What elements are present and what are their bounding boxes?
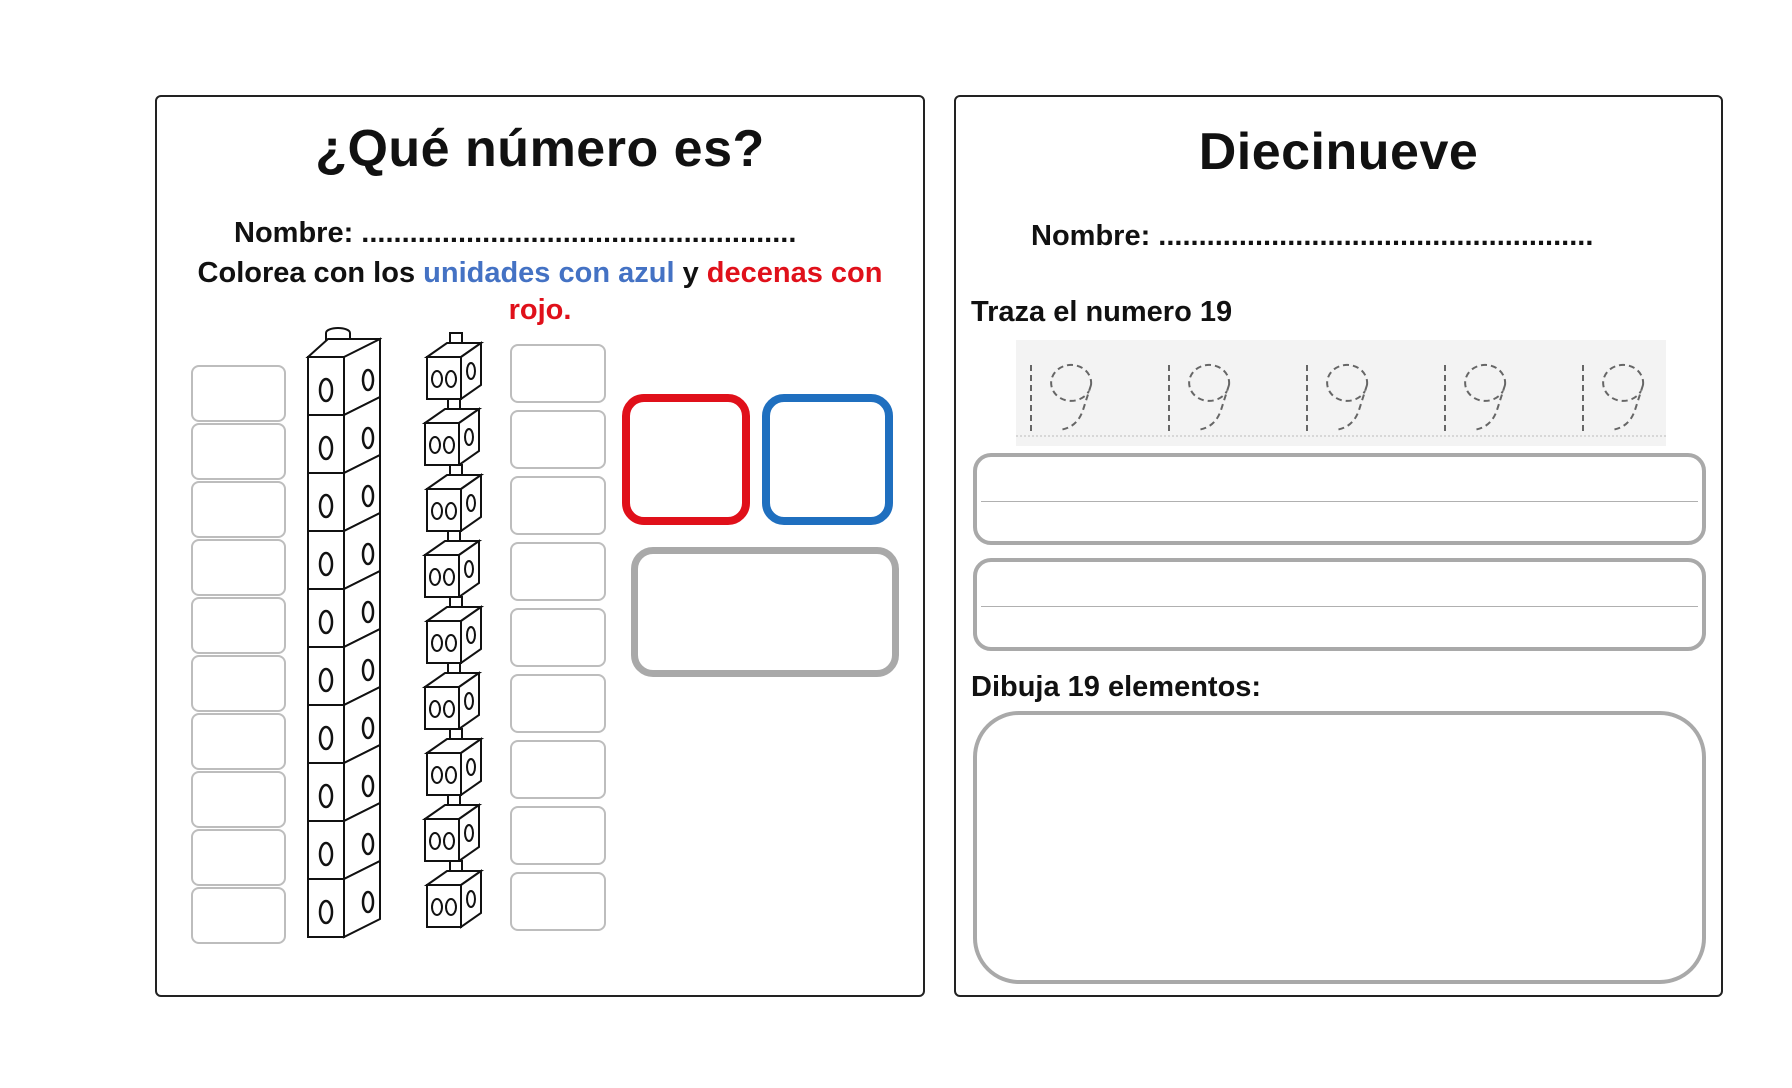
unit-cube-knob — [450, 729, 462, 739]
rod-cube-front — [308, 473, 344, 531]
writing-line-box-1[interactable] — [973, 453, 1706, 545]
unit-cube-knob — [450, 861, 462, 871]
rod-cube-front — [308, 647, 344, 705]
left-worksheet-panel — [155, 95, 925, 997]
units-color-box[interactable] — [510, 740, 606, 799]
units-color-box[interactable] — [510, 344, 606, 403]
units-color-box[interactable] — [510, 608, 606, 667]
tracing-numbers — [1016, 340, 1666, 446]
units-color-box[interactable] — [510, 476, 606, 535]
instruction-part-3: y — [674, 257, 707, 289]
units-color-box[interactable] — [510, 542, 606, 601]
rod-cube-front — [308, 821, 344, 879]
rod-cube-front — [308, 705, 344, 763]
total-answer-box[interactable] — [631, 547, 899, 677]
name-dots: ...................................................... — [361, 217, 797, 249]
name-label: Nombre: — [1031, 220, 1151, 252]
units-color-box[interactable] — [510, 806, 606, 865]
drawing-area[interactable] — [973, 711, 1706, 984]
traceable-number-19[interactable] — [1031, 365, 1091, 432]
rod-cube-front — [308, 879, 344, 937]
unit-cube-knob — [448, 663, 460, 673]
unit-cube-knob — [450, 465, 462, 475]
right-worksheet-panel — [954, 95, 1723, 997]
writing-guide-line — [981, 501, 1698, 502]
writing-line-box-2[interactable] — [973, 558, 1706, 651]
instruction-tens-red: decenas con rojo. — [508, 257, 883, 326]
traceable-number-19[interactable] — [1445, 365, 1505, 432]
rod-cube-front — [308, 531, 344, 589]
rod-cube-front — [308, 357, 344, 415]
units-color-box[interactable] — [510, 872, 606, 931]
rod-cube-front — [308, 415, 344, 473]
instruction-part-1: Colorea con los — [197, 257, 424, 289]
unit-cube-knob — [450, 333, 462, 343]
traceable-number-19[interactable] — [1307, 365, 1367, 432]
units-color-box[interactable] — [510, 410, 606, 469]
tens-answer-box[interactable] — [622, 394, 750, 525]
unit-cube-knob — [448, 531, 460, 541]
units-color-box[interactable] — [510, 674, 606, 733]
right-title: Diecinueve — [1198, 123, 1479, 181]
unit-cube-knob — [450, 597, 462, 607]
rod-cube-front — [308, 589, 344, 647]
unit-cube-knob — [448, 795, 460, 805]
left-title: ¿Qué número es? — [315, 120, 765, 178]
instruction-units-blue: unidades con azul — [423, 257, 675, 289]
traceable-number-19[interactable] — [1169, 365, 1229, 432]
traceable-number-19[interactable] — [1583, 365, 1643, 432]
name-label: Nombre: — [234, 217, 354, 249]
writing-guide-line — [981, 606, 1698, 607]
trace-label: Traza el numero 19 — [971, 296, 1233, 328]
unit-cube-knob — [448, 399, 460, 409]
rod-cube-front — [308, 763, 344, 821]
draw-label: Dibuja 19 elementos: — [971, 671, 1262, 703]
name-dots: ...................................................... — [1158, 220, 1594, 252]
name-field-right[interactable] — [1031, 220, 1593, 253]
units-answer-box[interactable] — [762, 394, 893, 525]
